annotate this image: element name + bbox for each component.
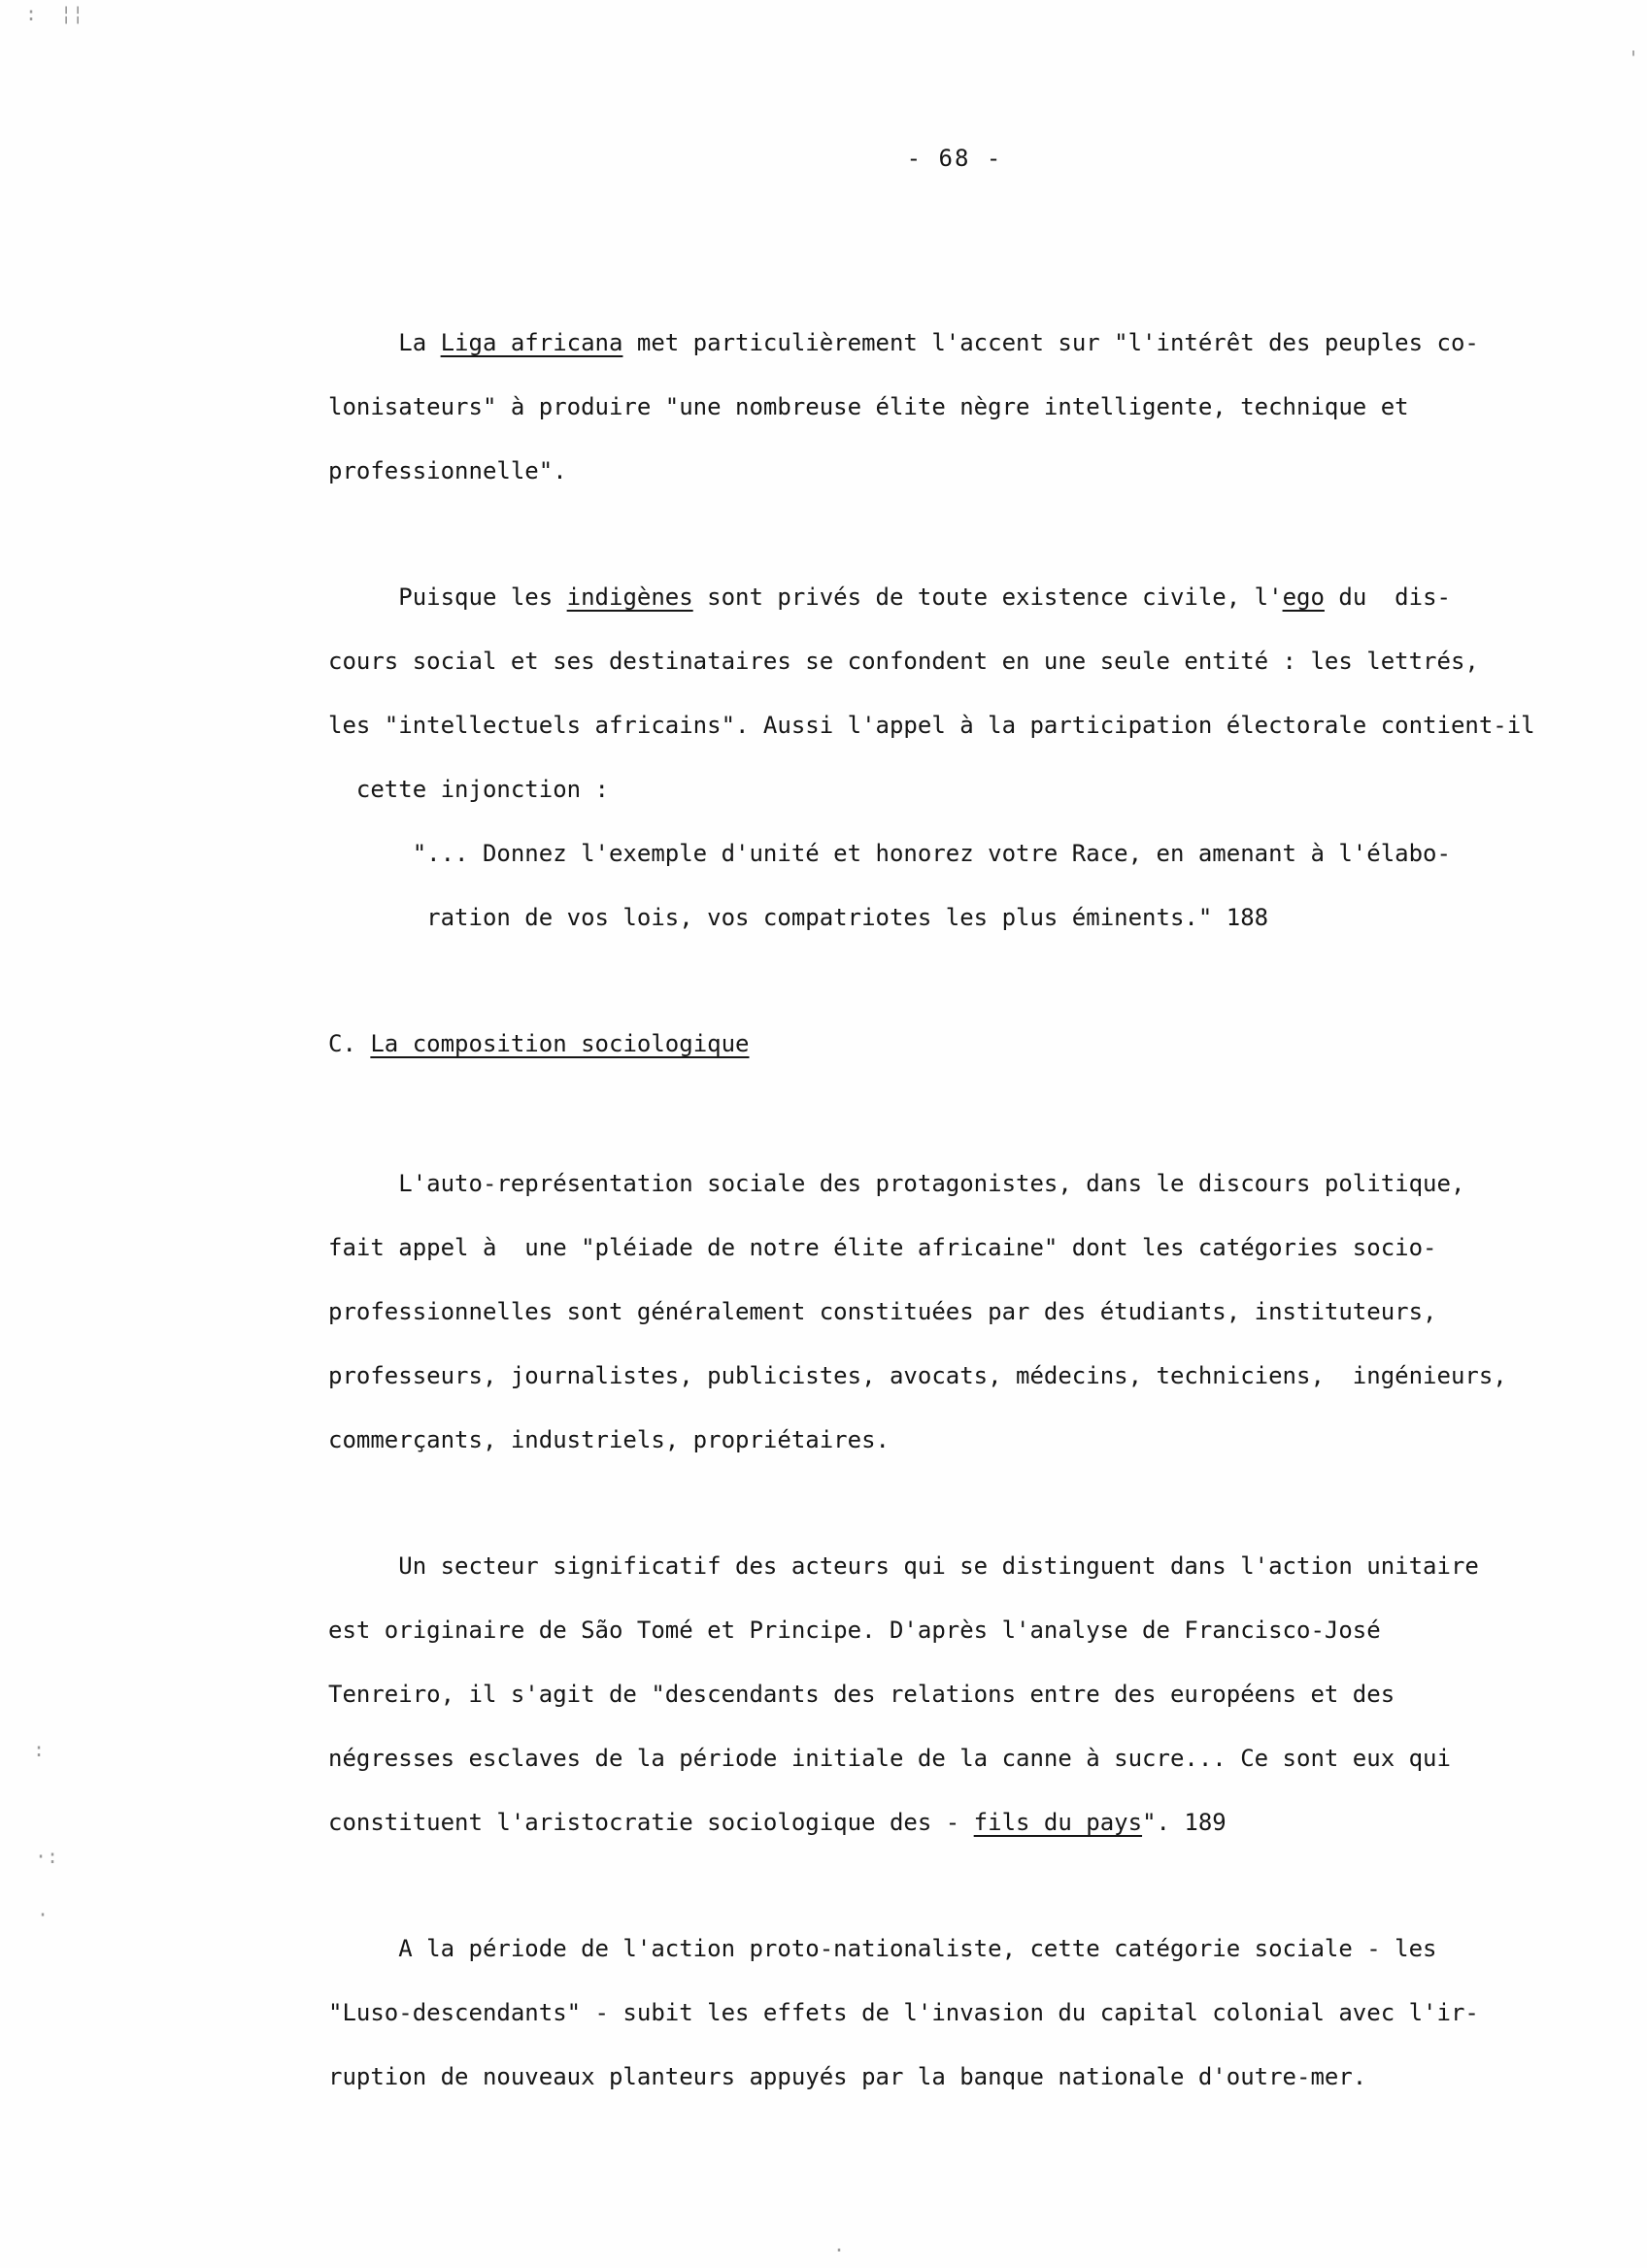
text-segment: Un secteur significatif des acteurs qui se distinguent dans l'action unitaire [328, 1552, 1479, 1580]
text-segment: cours social et ses destinataires se confondent en une seule entité : les lettrés, [328, 648, 1479, 675]
text-line [328, 1280, 1581, 1344]
text-segment: sont privés de toute existence civile, l' [692, 584, 1283, 611]
text-line [328, 821, 1581, 885]
text-line [328, 1534, 1581, 1598]
text-line [328, 2045, 1581, 2109]
text-segment: Puisque les [328, 584, 567, 611]
scan-mark: ' [1628, 47, 1640, 70]
text-line [328, 1216, 1581, 1280]
text-segment: commerçants, industriels, propriétaires. [328, 1426, 890, 1453]
paragraph-2 [328, 565, 1581, 950]
underlined-text: Liga africana [440, 329, 623, 356]
text-line [328, 1790, 1581, 1854]
text-line [328, 439, 1581, 503]
text-segment: Tenreiro, il s'agit de "descendants des relations entre des européens et des [328, 1681, 1395, 1708]
text-segment: est originaire de São Tomé et Principe. D'après l'analyse de Francisco-José [328, 1617, 1381, 1644]
text-line [328, 375, 1581, 439]
text-line [328, 885, 1581, 950]
text-segment: ". 189 [1142, 1809, 1227, 1836]
text-segment: professionnelles sont généralement constituées par des étudiants, instituteurs, [328, 1298, 1437, 1325]
paragraph-4 [328, 1534, 1581, 1854]
underlined-text: ego [1282, 584, 1325, 611]
text-line [328, 311, 1581, 375]
text-segment: cette injonction : [328, 776, 609, 803]
text-segment: professeurs, journalistes, publicistes, avocats, médecins, techniciens, ingénieurs, [328, 1362, 1507, 1389]
text-segment: met particulièrement l'accent sur "l'intérêt des peuples co- [622, 329, 1479, 356]
text-segment: constituent l'aristocratie sociologique des - [328, 1809, 974, 1836]
text-line [328, 1598, 1581, 1662]
text-line [328, 629, 1581, 693]
text-segment: ration de vos lois, vos compatriotes les plus éminents." 188 [328, 904, 1269, 931]
text-line [328, 1662, 1581, 1726]
underlined-text: indigènes [566, 584, 693, 611]
text-segment: ruption de nouveaux planteurs appuyés par la banque nationale d'outre-mer. [328, 2063, 1367, 2090]
document-content [328, 126, 1581, 2171]
text-line [328, 1012, 1581, 1076]
scan-mark: · [37, 1903, 50, 1926]
text-segment: A la période de l'action proto-nationaliste, cette catégorie sociale - les [328, 1935, 1437, 1962]
text-segment: professionnelle". [328, 457, 567, 484]
text-line [328, 1981, 1581, 2045]
text-segment: "... Donnez l'exemple d'unité et honorez votre Race, en amenant à l'élabo- [328, 840, 1451, 867]
text-line [328, 565, 1581, 629]
page-number: - 68 - [906, 145, 1003, 172]
text-segment: du dis- [1324, 584, 1451, 611]
text-segment: les "intellectuels africains". Aussi l'appel à la participation électorale contient-il [328, 712, 1535, 739]
text-segment: négresses esclaves de la période initiale de la canne à sucre... Ce sont eux qui [328, 1745, 1451, 1772]
paragraph-5 [328, 1917, 1581, 2109]
document-body [328, 311, 1581, 2109]
section-heading [328, 1012, 1581, 1076]
underlined-text: fils du pays [973, 1809, 1143, 1836]
text-line [328, 1917, 1581, 1981]
scan-mark: : ¦¦ [25, 2, 84, 25]
text-line [328, 1726, 1581, 1790]
text-segment: C. [328, 1030, 371, 1057]
text-line [328, 693, 1581, 757]
text-line [328, 1344, 1581, 1408]
scan-mark: ·: [35, 1845, 59, 1868]
paragraph-1 [328, 311, 1581, 503]
text-segment: La [328, 329, 441, 356]
text-segment: "Luso-descendants" - subit les effets de l'invasion du capital colonial avec l'ir- [328, 1999, 1479, 2026]
text-line [328, 757, 1581, 821]
text-segment: fait appel à une "pléiade de notre élite africaine" dont les catégories socio- [328, 1234, 1437, 1261]
text-line [328, 1408, 1581, 1472]
text-line [328, 1151, 1581, 1216]
underlined-text: La composition sociologique [370, 1030, 750, 1057]
scan-mark: . [833, 2233, 846, 2256]
text-segment: lonisateurs" à produire "une nombreuse élite nègre intelligente, technique et [328, 393, 1409, 420]
text-segment: L'auto-représentation sociale des protagonistes, dans le discours politique, [328, 1170, 1465, 1197]
scan-mark: : [33, 1738, 46, 1761]
paragraph-3 [328, 1151, 1581, 1472]
